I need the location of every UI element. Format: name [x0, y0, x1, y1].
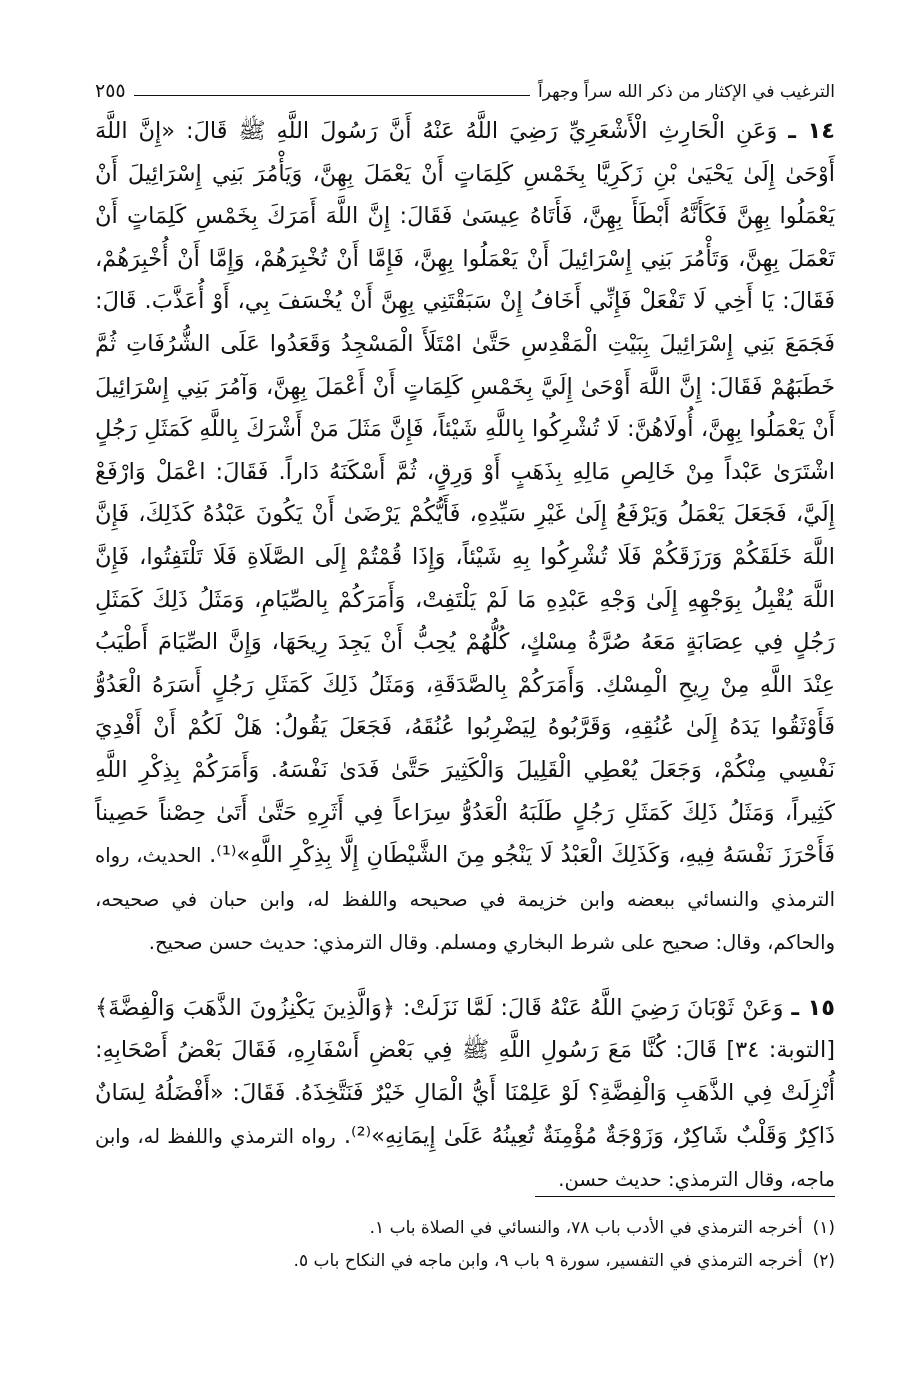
footnotes	[95, 1212, 835, 1278]
running-title: الترغيب في الإكثار من ذكر الله سراً وجهراً	[537, 82, 835, 102]
footnote-text: أخرجه الترمذي في الأدب باب ٧٨، والنسائي في الصلاة باب ١.	[369, 1218, 803, 1238]
hadith-source: الحديث، رواه الترمذي والنسائي ببعضه وابن خزيمة في صحيحه واللفظ له، وابن حبان في صحيحه، والحاكم، وقال: صحيح على شرط البخاري ومسلم. وقال الترمذي: حديث حسن صحيح.	[95, 844, 835, 955]
hadith-14	[95, 110, 835, 965]
hadith-text: وَعَنِ الْحَارِثِ الْأَشْعَرِيِّ رَضِيَ اللَّهُ عَنْهُ أَنَّ رَسُولَ اللَّهِ ﷺ قَالَ: «إِنَّ اللَّهَ أَوْحَىٰ إِلَىٰ يَحْيَىٰ بْنِ زَكَرِيَّا بِخَمْسِ كَلِمَاتٍ أَنْ يَعْمَلَ بِهِنَّ، وَيَأْمُرَ بَنِي إِسْرَائِيلَ أَنْ يَعْمَلُوا بِهِنَّ فَكَأَنَّهُ أَبْطَأَ بِهِنَّ، فَأَتَاهُ عِيسَىٰ فَقَالَ: إِنَّ اللَّهَ أَمَرَكَ بِخَمْسِ كَلِمَاتٍ أَنْ تَعْمَلَ بِهِنَّ، وَتَأْمُرَ بَنِي إِسْرَائِيلَ أَنْ يَعْمَلُوا بِهِنَّ، فَإِمَّا أَنْ تُخْبِرَهُمْ، وَإِمَّا أَنْ أُخْبِرَهُمْ، فَقَالَ: يَا أَخِي لَا تَفْعَلْ فَإِنِّي أَخَافُ إِنْ سَبَقْتَنِي بِهِنَّ أَنْ يُخْسَفَ بِي، أَوْ أُعَذَّبَ. قَالَ: فَجَمَعَ بَنِي إِسْرَائِيلَ بِبَيْتِ الْمَقْدِسِ حَتَّىٰ امْتَلَأَ الْمَسْجِدُ وَقَعَدُوا عَلَى الشُّرُفَاتِ ثُمَّ خَطَبَهُمْ فَقَالَ: إِنَّ اللَّهَ أَوْحَىٰ إِلَيَّ بِخَمْسِ كَلِمَاتٍ أَنْ أَعْمَلَ بِهِنَّ، وَآمُرَ بَنِي إِسْرَائِيلَ أَنْ يَعْمَلُوا بِهِنَّ، أُولَاهُنَّ: لَا تُشْرِكُوا بِاللَّهِ شَيْئاً، فَإِنَّ مَثَلَ مَنْ أَشْرَكَ بِاللَّهِ كَمَثَلِ رَجُلٍ اشْتَرَىٰ عَبْداً مِنْ خَالِصِ مَالِهِ بِذَهَبٍ أَوْ وَرِقٍ، ثُمَّ أَسْكَنَهُ دَاراً. فَقَالَ: اعْمَلْ وَارْفَعْ إِلَيَّ، فَجَعَلَ يَعْمَلُ وَيَرْفَعُ إِلَىٰ غَيْرِ سَيِّدِهِ، فَأَيُّكُمْ يَرْضَىٰ أَنْ يَكُونَ عَبْدُهُ كَذَلِكَ، فَإِنَّ اللَّهَ خَلَقَكُمْ وَرَزَقَكُمْ فَلَا تُشْرِكُوا بِهِ شَيْئاً، وَإِذَا قُمْتُمْ إِلَى الصَّلَاةِ فَلَا تَلْتَفِتُوا، فَإِنَّ اللَّهَ يُقْبِلُ بِوَجْهِهِ إِلَىٰ وَجْهِ عَبْدِهِ مَا لَمْ يَلْتَفِتْ، وَأَمَرَكُمْ بِالصِّيَامِ، وَمَثَلُ ذَلِكَ كَمَثَلِ رَجُلٍ فِي عِصَابَةٍ مَعَهُ صُرَّةُ مِسْكٍ، كُلُّهُمْ يُحِبُّ أَنْ يَجِدَ رِيحَهَا، وَإِنَّ الصِّيَامَ أَطْيَبُ عِنْدَ اللَّهِ مِنْ رِيحِ الْمِسْكِ. وَأَمَرَكُمْ بِالصَّدَقَةِ، وَمَثَلُ ذَلِكَ كَمَثَلِ رَجُلٍ أَسَرَهُ الْعَدُوُّ فَأَوْثَقُوا يَدَهُ إِلَىٰ عُنُقِهِ، وَقَرَّبُوهُ لِيَضْرِبُوا عُنُقَهُ، فَجَعَلَ يَقُولُ: هَلْ لَكُمْ أَنْ أَفْدِيَ نَفْسِي مِنْكُمْ، وَجَعَلَ يُعْطِي الْقَلِيلَ وَالْكَثِيرَ حَتَّىٰ فَدَىٰ نَفْسَهُ. وَأَمَرَكُمْ بِذِكْرِ اللَّهِ كَثِيراً، وَمَثَلُ ذَلِكَ كَمَثَلِ رَجُلٍ طَلَبَهُ الْعَدُوُّ سِرَاعاً فِي أَثَرِهِ حَتَّىٰ أَتَىٰ حِصْناً حَصِيناً فَأَحْرَزَ نَفْسَهُ فِيهِ، وَكَذَلِكَ الْعَبْدُ لَا يَنْجُو مِنَ الشَّيْطَانِ إِلَّا بِذِكْرِ اللَّهِ»⁽¹⁾.	[95, 118, 835, 869]
page-number: ٢٥٥	[95, 80, 126, 102]
footnote-marker: (٢)	[812, 1251, 835, 1271]
footnote-text: أخرجه الترمذي في التفسير، سورة ٩ باب ٩، وابن ماجه في النكاح باب ٥.	[293, 1251, 803, 1271]
header-rule	[134, 95, 530, 96]
hadith-paragraph	[95, 110, 835, 965]
running-head	[95, 62, 835, 102]
hadith-number: ١٥ ـ	[791, 994, 836, 1021]
footnote-separator	[535, 1196, 835, 1197]
hadith-source: رواه الترمذي واللفظ له، وابن ماجه، وقال الترمذي: حديث حسن.	[95, 1124, 835, 1192]
hadith-text: وَعَنْ ثَوْبَانَ رَضِيَ اللَّهُ عَنْهُ قَالَ: لَمَّا نَزَلَتْ: ﴿وَالَّذِينَ يَكْنِزُونَ الذَّهَبَ وَالْفِضَّةَ﴾ [التوبة: ٣٤] قَالَ: كُنَّا مَعَ رَسُولِ اللَّهِ ﷺ فِي بَعْضِ أَسْفَارِهِ، فَقَالَ بَعْضُ أَصْحَابِهِ: أُنْزِلَتْ فِي الذَّهَبِ وَالْفِضَّةِ؟ لَوْ عَلِمْنَا أَيُّ الْمَالِ خَيْرٌ فَنَتَّخِذَهُ. فَقَالَ: «أَفْضَلُهُ لِسَانٌ ذَاكِرٌ وَقَلْبٌ شَاكِرٌ، وَزَوْجَةٌ مُؤْمِنَةٌ تُعِينُهُ عَلَىٰ إِيمَانِهِ»⁽²⁾.	[95, 994, 836, 1149]
footnote-1	[95, 1212, 835, 1245]
footnote-marker: (١)	[812, 1218, 835, 1238]
footnote-2	[95, 1245, 835, 1278]
hadith-paragraph	[95, 987, 835, 1202]
hadith-15	[95, 987, 835, 1202]
main-text	[95, 110, 835, 1202]
hadith-number: ١٤ ـ	[788, 118, 835, 144]
